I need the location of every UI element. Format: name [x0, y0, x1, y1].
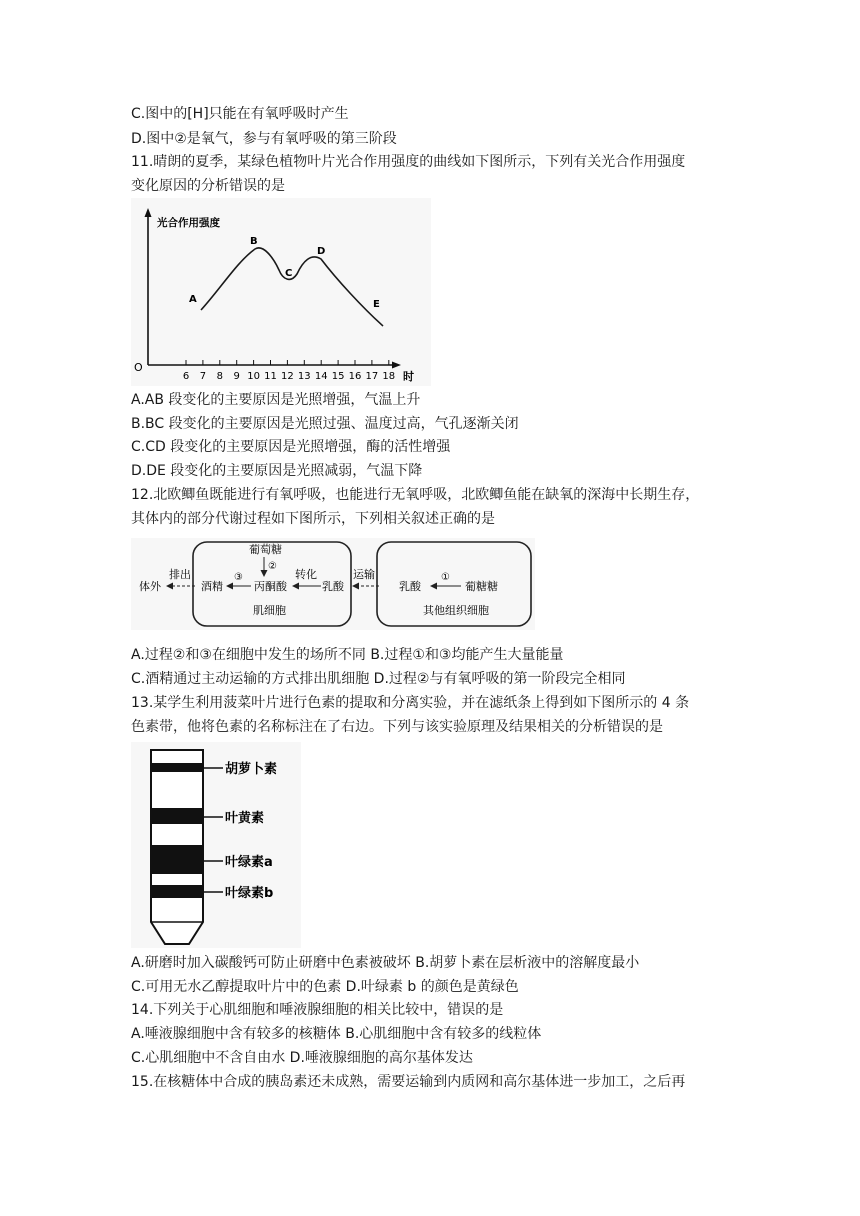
option-row: A.唾液腺细胞中含有较多的核糖体 B.心肌细胞中含有较多的线粒体	[131, 1026, 542, 1042]
point-a-label: A	[189, 294, 197, 305]
glucose-label: 葡萄糖	[249, 543, 282, 556]
x-tick-label: 14	[314, 371, 328, 382]
chlorophyll-b-label: 叶绿素b	[225, 886, 274, 901]
option-d: D.DE 段变化的主要原因是光照减弱，气温下降	[131, 463, 423, 479]
x-axis-unit: 时	[403, 370, 414, 383]
option-row: C.酒精通过主动运输的方式排出肌细胞 D.过程②与有氧呼吸的第一阶段完全相同	[131, 671, 626, 687]
pyruvate-label: 丙酮酸	[254, 580, 287, 593]
point-c-label: C	[285, 268, 293, 279]
option-row: C.可用无水乙醇提取叶片中的色素 D.叶绿素 b 的颜色是黄绿色	[131, 979, 519, 995]
chlorophyll-b-band	[151, 885, 203, 898]
alcohol-label: 酒精	[201, 580, 223, 593]
option-row: A.研磨时加入碳酸钙可防止研磨中色素被破坏 B.胡萝卜素在层析液中的溶解度最小	[131, 955, 640, 971]
x-tick-label: 17	[365, 371, 379, 382]
point-e-label: E	[373, 299, 380, 310]
question-15-stem: 15.在核糖体中合成的胰岛素还未成熟，需要运输到内质网和高尔基体进一步加工，之后再	[131, 1074, 686, 1090]
lactate-label: 乳酸	[322, 580, 344, 593]
option-a: A.AB 段变化的主要原因是光照增强，气温上升	[131, 392, 421, 408]
option-b: B.BC 段变化的主要原因是光照过强、温度过高，气孔逐渐关闭	[131, 416, 519, 432]
point-d-label: D	[317, 246, 326, 257]
glucose-2-label: 葡糖糖	[465, 580, 498, 593]
step-2-label: ②	[268, 561, 277, 572]
question-13-stem-cont: 色素带，他将色素的名称标注在了右边。下列与该实验原理及结果相关的分析错误的是	[131, 719, 663, 735]
question-13-stem: 13.某学生利用菠菜叶片进行色素的提取和分离实验，并在滤纸条上得到如下图所示的 4 条	[131, 695, 690, 711]
question-12-stem-cont: 其体内的部分代谢过程如下图所示，下列相关叙述正确的是	[131, 511, 495, 527]
x-tick-label: 8	[216, 371, 223, 382]
muscle-cell-label: 肌细胞	[253, 604, 286, 617]
transport-label: 运输	[353, 568, 375, 581]
lactate-2-label: 乳酸	[399, 580, 421, 593]
metabolism-diagram	[131, 538, 535, 630]
option-row: C.心肌细胞中不含自由水 D.唾液腺细胞的高尔基体发达	[131, 1050, 473, 1066]
origin-label: O	[134, 361, 143, 374]
question-14-stem: 14.下列关于心肌细胞和唾液腺细胞的相关比较中，错误的是	[131, 1002, 504, 1018]
x-tick-label: 12	[281, 371, 294, 382]
x-tick-label: 10	[247, 371, 260, 382]
xanthophyll-band	[151, 808, 203, 824]
y-axis-label: 光合作用强度	[157, 217, 220, 229]
outside-label: 体外	[139, 580, 161, 593]
chromatography-strip-figure	[131, 742, 301, 948]
other-cells-label: 其他组织细胞	[423, 604, 489, 617]
x-tick-label: 15	[331, 371, 345, 382]
question-12-stem: 12.北欧鲫鱼既能进行有氧呼吸，也能进行无氧呼吸，北欧鲫鱼能在缺氧的深海中长期生存，	[131, 487, 700, 503]
carotene-band	[151, 763, 203, 772]
x-tick-label: 7	[199, 371, 207, 382]
photosynthesis-curve-graph	[131, 198, 431, 386]
convert-label: 转化	[295, 568, 317, 581]
point-b-label: B	[250, 236, 258, 247]
x-tick-label: 16	[348, 371, 362, 382]
option-c: C.CD 段变化的主要原因是光照增强，酶的活性增强	[131, 439, 451, 455]
option-row: A.过程②和③在细胞中发生的场所不同 B.过程①和③均能产生大量能量	[131, 647, 564, 663]
text-line: D.图中②是氧气，参与有氧呼吸的第三阶段	[131, 131, 397, 147]
step-3-label: ③	[234, 572, 243, 583]
chlorophyll-a-label: 叶绿素a	[225, 855, 273, 870]
x-tick-label: 18	[382, 371, 396, 382]
question-11-stem-cont: 变化原因的分析错误的是	[131, 178, 285, 194]
chlorophyll-a-band	[151, 845, 203, 874]
excrete-label: 排出	[169, 568, 191, 581]
text-line: C.图中的[H]只能在有氧呼吸时产生	[131, 106, 349, 122]
x-tick-label: 6	[182, 371, 190, 382]
x-tick-label: 13	[297, 371, 311, 382]
xanthophyll-label: 叶黄素	[225, 811, 265, 826]
step-1-label: ①	[441, 572, 450, 583]
carotene-label: 胡萝卜素	[225, 762, 278, 777]
x-tick-label: 9	[233, 371, 240, 382]
question-11-stem: 11.晴朗的夏季，某绿色植物叶片光合作用强度的曲线如下图所示，下列有关光合作用强度	[131, 154, 686, 170]
x-tick-label: 11	[264, 371, 277, 382]
